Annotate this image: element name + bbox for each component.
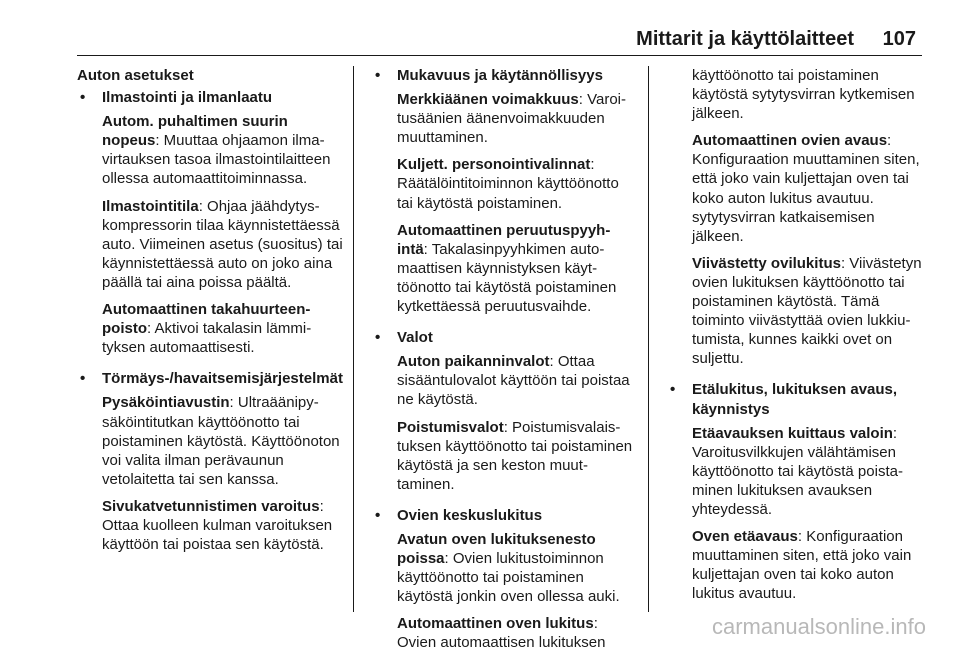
setting-entry [102, 112, 349, 188]
setting-description: : Ottaa kuolleen kulman varoituksen käyttöön tai poistaa sen käytöstä. [102, 497, 333, 554]
setting-description: : Ultraäänipysäköintitutkan käyttöönotto tai poistaminen käytöstä. Käyttöönoton voi valita ilman perävaunun vetolaitetta tai sen kanssa. [102, 394, 340, 488]
group-heading: • Mukavuus ja käytännöllisyys [372, 66, 634, 85]
setting-description: : Ohjaa jäähdytyskompressorin tilaa käynnistettäessä auto. Viimeinen asetus (suositus) tai käynnistettäessä auto on joko aina päällä tai aina poissa päältä. [102, 197, 343, 291]
settings-group [372, 506, 634, 653]
settings-group [77, 369, 349, 554]
setting-term: Automaattinen takahuurteenpoisto [102, 301, 311, 338]
setting-entry [102, 497, 349, 554]
settings-group [77, 88, 349, 357]
watermark: carmanualsonline.info [711, 614, 926, 639]
setting-description: : Räätälöintitoiminnon käyttöönotto tai käytöstä poistaminen. [397, 156, 619, 212]
setting-term: Ilmastointitila [102, 197, 199, 215]
column-1 [77, 66, 349, 554]
setting-entry [102, 393, 349, 488]
setting-entry [692, 424, 929, 519]
setting-description: : Viivästetyn ovien lukituksen käyttöönotto tai poistaminen käytöstä. Tämä toiminto viivästyttää ovien lukkiutumista, kunnes kaikki ovet on suljettu. [692, 254, 922, 368]
setting-description: : Konfiguraation muuttaminen siten, että joko vain kuljettajan oven tai koko auton lukitus avautuu. [692, 528, 912, 603]
setting-description: : Takalasinpyyhkimen automaattisen käynnistyksen käyttöönotto tai käytöstä poistaminen kytkettäessä peruutusvaihde. [397, 240, 617, 316]
setting-term: Kuljett. personointivalinnat [397, 156, 591, 174]
setting-term: Autom. puhaltimen suurin nopeus [102, 113, 288, 150]
setting-description: : Varoitusvilkkujen välähtämisen käyttöönotto tai käytöstä poistaminen lukituksen avauksen yhteydessä. [692, 424, 903, 518]
setting-term: Viivästetty ovilukitus [692, 254, 841, 272]
settings-group [372, 328, 634, 494]
setting-description: : Ovien automaattisen lukituksen [397, 615, 606, 652]
header-rule [77, 55, 922, 56]
page-number: 107 [882, 28, 916, 50]
group-heading: • Ilmastointi ja ilmanlaatu [77, 88, 349, 107]
continued-entry [692, 66, 929, 368]
group-heading: • Valot [372, 328, 634, 347]
setting-term: Automaattinen oven lukitus [397, 615, 594, 633]
settings-group [667, 380, 929, 603]
setting-description: : Poistumisvalaistuksen käyttöönotto tai poistaminen käytöstä ja sen keston muuttaminen. [397, 418, 633, 493]
setting-description: : Ovien lukitustoiminnon käyttöönotto tai poistaminen käytöstä jonkin oven ollessa auki. [397, 550, 620, 606]
setting-entry [397, 155, 634, 212]
setting-term: Automaattinen ovien avaus [692, 132, 888, 150]
setting-description: : Muuttaa ohjaamon ilmavirtauksen tasoa ilmastointilaitteen ollessa automaattitoiminnassa. [102, 132, 331, 188]
setting-entry [397, 530, 634, 606]
setting-entry [692, 131, 929, 246]
group-heading: • Etälukitus, lukituksen avaus, käynnistys [667, 380, 929, 418]
setting-term: Merkkiäänen voimakkuus [397, 91, 579, 109]
setting-description: : Varoitusäänien äänenvoimakkuuden muuttaminen. [397, 91, 627, 147]
setting-entry [102, 300, 349, 357]
setting-entry [102, 197, 349, 292]
continued-text: käyttöönotto tai poistaminen käytöstä sytytysvirran kytkemisen jälkeen. [692, 67, 915, 123]
setting-description: : Aktivoi takalasin lämmityksen automaattisesti. [102, 320, 312, 357]
setting-entry [692, 527, 929, 603]
column-2 [372, 66, 634, 653]
page-header [0, 0, 960, 56]
setting-term: Sivukatvetunnistimen varoitus [102, 497, 320, 515]
setting-term: Automaattinen peruutuspyyhintä [397, 221, 611, 258]
setting-entry [397, 614, 634, 652]
setting-entry [397, 221, 634, 316]
setting-entry [397, 418, 634, 494]
column-3 [667, 66, 929, 603]
section-title: Auton asetukset [77, 67, 194, 84]
column-divider [353, 66, 354, 612]
setting-term: Pysäköintiavustin [102, 394, 230, 412]
setting-description: : Konfiguraation muuttaminen siten, että joko vain kuljettajan oven tai koko auton lukitus avautuu. sytytysvirran katkaisemisen jälkeen. [692, 132, 920, 245]
running-title: Mittarit ja käyttölaitteet [636, 28, 854, 50]
setting-term: Auton paikanninvalot [397, 353, 550, 371]
group-heading: • Törmäys-/havaitsemisjärjestelmät [77, 369, 349, 388]
setting-description: : Ottaa sisääntulovalot käyttöön tai poistaa ne käytöstä. [397, 353, 630, 409]
setting-term: Oven etäavaus [692, 528, 798, 546]
group-heading: • Ovien keskuslukitus [372, 506, 634, 525]
settings-group [372, 66, 634, 316]
column-divider [648, 66, 649, 612]
setting-term: Etäavauksen kuittaus valoin [692, 424, 893, 442]
setting-entry [397, 90, 634, 147]
setting-entry [397, 352, 634, 409]
setting-term: Avatun oven lukituksenesto poissa [397, 530, 596, 568]
setting-term: Poistumisvalot [397, 418, 504, 436]
setting-entry [692, 254, 929, 369]
